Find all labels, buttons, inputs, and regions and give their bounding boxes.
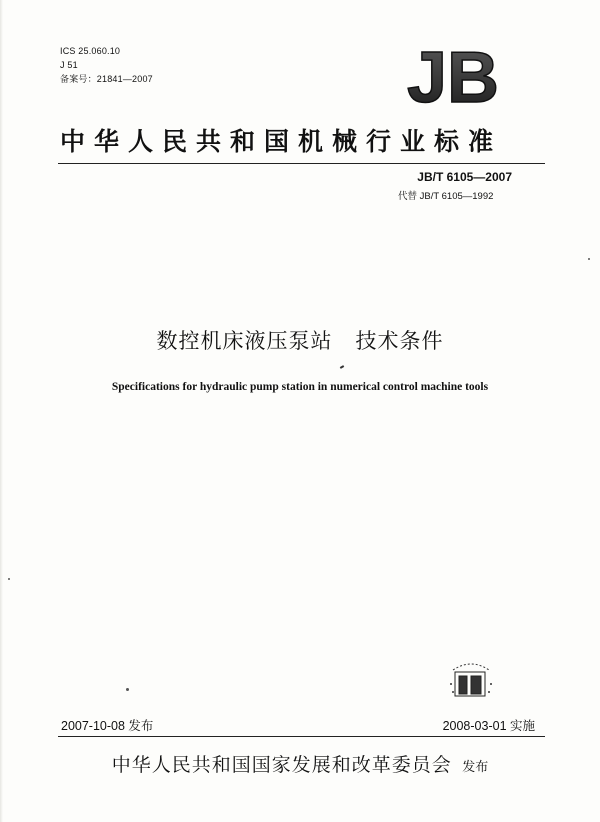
document-title-english: Specifications for hydraulic pump station in numerical control machine tools [111,381,489,393]
publisher-emblem-icon [445,660,497,700]
ics-code: ICS 25.060.10 [60,46,121,56]
header-divider [58,163,545,164]
publisher-name: 中华人民共和国国家发展和改革委员会 [111,754,452,776]
publisher-verb: 发布 [462,760,489,775]
jb-logo [398,42,508,112]
implementation-date: 2008-03-01 实施 [442,719,535,733]
category-code: J 51 [60,60,78,70]
scan-speck [8,578,10,580]
jb-logo-text: JB [406,42,500,112]
footer-divider [58,736,545,737]
scan-speck [126,688,129,691]
filing-number: 备案号：21841—2007 [60,74,153,84]
scan-speck [588,258,590,260]
replaces-standard: 代替 JB/T 6105—1992 [398,191,494,202]
scan-edge [0,0,3,822]
classification-block [60,44,153,86]
standard-number: JB/T 6105—2007 [417,170,512,184]
scan-mark [340,365,344,369]
issue-date: 2007-10-08 发布 [61,719,154,733]
publisher-line [0,750,600,777]
standard-type-title: 中华人民共和国机械行业标准 [60,127,503,156]
document-title-chinese: 数控机床液压泵站 技术条件 [156,329,444,353]
